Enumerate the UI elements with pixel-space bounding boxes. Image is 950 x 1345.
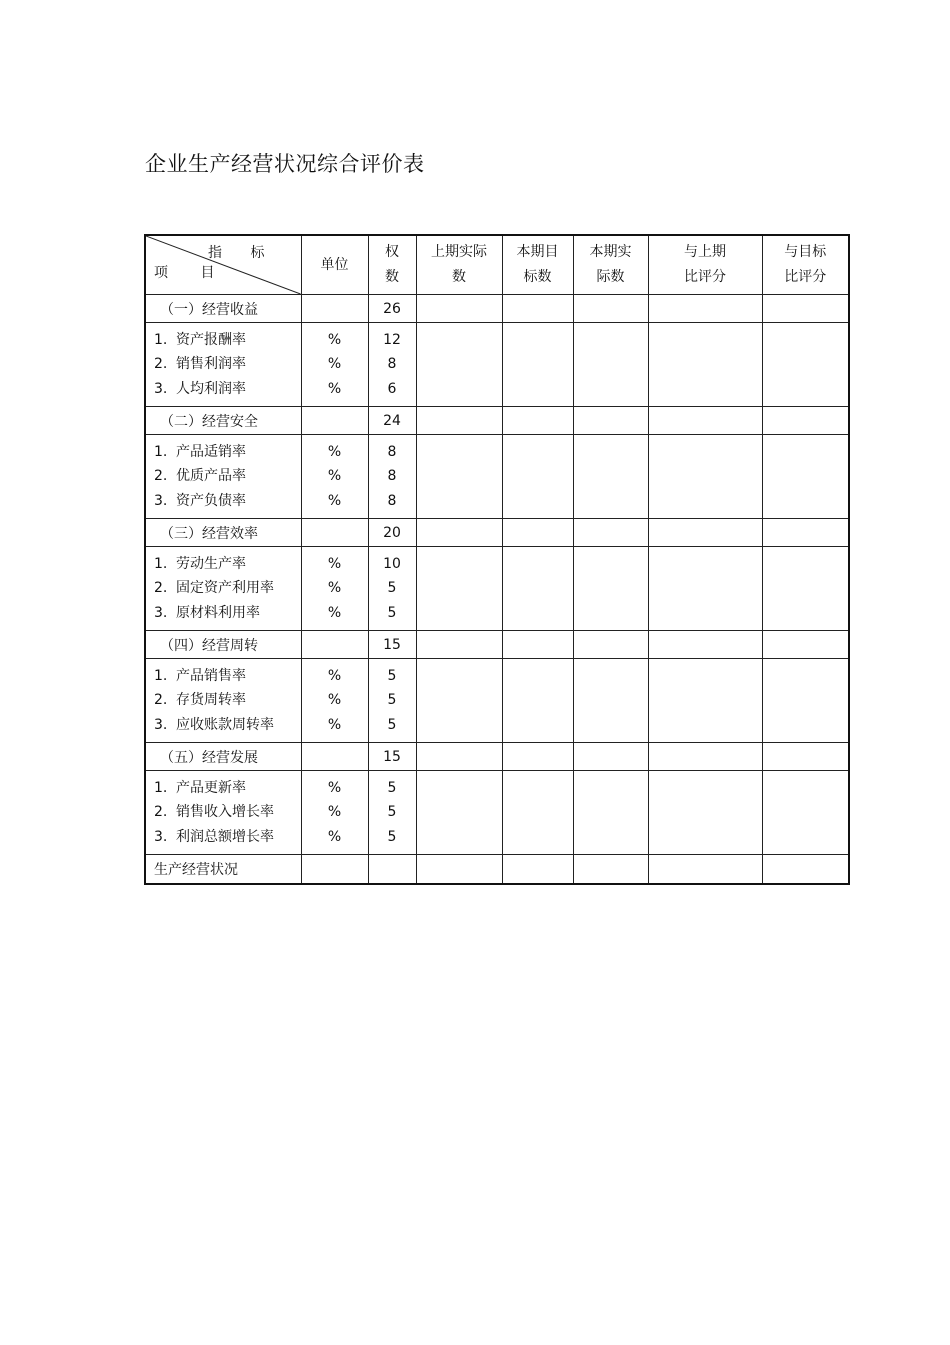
indicator-name: 资产负债率: [176, 492, 246, 509]
section-weight: 26: [368, 295, 416, 323]
item-units-cell: [301, 323, 368, 407]
section-weight: 15: [368, 631, 416, 659]
section-empty-cell: [648, 519, 762, 547]
item-empty-cell: [648, 771, 762, 855]
indicator-number: 2.: [154, 804, 168, 821]
indicator-weight: 5: [387, 604, 397, 621]
indicator-unit: %: [327, 555, 342, 572]
section-empty-cell: [416, 407, 502, 435]
item-empty-cell: [762, 771, 849, 855]
item-empty-cell: [573, 659, 648, 743]
indicator-name: 存货周转率: [176, 692, 246, 709]
indicator-number: 3.: [154, 380, 168, 397]
indicator-weight: 8: [387, 468, 397, 485]
item-weights-cell: [368, 547, 416, 631]
section-unit-cell: [301, 743, 368, 771]
indicator-item: [154, 464, 301, 489]
section-name: （三）经营效率: [145, 519, 301, 547]
item-group-row: [145, 323, 849, 407]
indicator-unit: %: [327, 716, 342, 733]
section-empty-cell: [573, 295, 648, 323]
indicator-unit: %: [327, 380, 342, 397]
indicator-weight: 5: [387, 580, 397, 597]
item-group-row: [145, 659, 849, 743]
section-empty-cell: [416, 295, 502, 323]
indicator-name: 产品更新率: [176, 779, 246, 796]
section-empty-cell: [416, 631, 502, 659]
indicator-number: 3.: [154, 716, 168, 733]
section-row: [145, 295, 849, 323]
indicator-weight: 12: [383, 331, 401, 348]
item-empty-cell: [573, 323, 648, 407]
item-weights-cell: [368, 771, 416, 855]
indicator-number: 3.: [154, 492, 168, 509]
indicator-name: 产品适销率: [176, 443, 246, 460]
indicator-name: 利润总额增长率: [176, 828, 274, 845]
indicator-weight: 5: [387, 828, 397, 845]
prev-actual-header: 上期实际 数: [416, 235, 502, 295]
section-unit-cell: [301, 295, 368, 323]
header-row: [145, 235, 849, 295]
item-empty-cell: [573, 547, 648, 631]
summary-empty-cell: [502, 855, 573, 885]
item-empty-cell: [416, 771, 502, 855]
item-empty-cell: [502, 771, 573, 855]
indicator-unit: %: [327, 828, 342, 845]
indicator-number: 1.: [154, 667, 168, 684]
indicator-weight: 10: [383, 555, 401, 572]
indicator-unit: %: [327, 604, 342, 621]
indicator-number: 1.: [154, 555, 168, 572]
section-row: [145, 743, 849, 771]
indicator-number: 1.: [154, 779, 168, 796]
summary-empty-cell: [573, 855, 648, 885]
indicator-name: 产品销售率: [176, 667, 246, 684]
summary-empty-cell: [368, 855, 416, 885]
section-name: （四）经营周转: [145, 631, 301, 659]
section-row: [145, 519, 849, 547]
item-empty-cell: [648, 659, 762, 743]
indicator-unit: %: [327, 468, 342, 485]
indicator-item: [154, 440, 301, 465]
indicator-number: 1.: [154, 331, 168, 348]
indicator-name: 销售利润率: [176, 356, 246, 373]
indicator-unit: %: [327, 580, 342, 597]
vs-target-header: 与目标 比评分: [762, 235, 849, 295]
item-empty-cell: [502, 323, 573, 407]
indicator-weight: 5: [387, 667, 397, 684]
section-weight: 15: [368, 743, 416, 771]
section-unit-cell: [301, 407, 368, 435]
section-empty-cell: [416, 519, 502, 547]
item-empty-cell: [648, 547, 762, 631]
summary-empty-cell: [301, 855, 368, 885]
section-name: （一）经营收益: [145, 295, 301, 323]
vs-previous-header: 与上期 比评分: [648, 235, 762, 295]
item-group-row: [145, 771, 849, 855]
indicator-item: [154, 328, 301, 353]
indicator-name: 劳动生产率: [176, 555, 246, 572]
indicator-unit: %: [327, 692, 342, 709]
indicator-name: 资产报酬率: [176, 331, 246, 348]
item-units-cell: [301, 659, 368, 743]
indicator-unit: %: [327, 356, 342, 373]
item-empty-cell: [762, 323, 849, 407]
indicator-number: 3.: [154, 828, 168, 845]
indicator-item: [154, 377, 301, 402]
item-empty-cell: [502, 435, 573, 519]
item-names-cell: [145, 659, 301, 743]
summary-empty-cell: [648, 855, 762, 885]
item-weights-cell: [368, 323, 416, 407]
indicator-weight: 8: [387, 492, 397, 509]
indicator-number: 3.: [154, 604, 168, 621]
unit-header: 单位: [301, 235, 368, 295]
evaluation-table: [144, 234, 850, 885]
indicator-item: [154, 576, 301, 601]
section-empty-cell: [762, 407, 849, 435]
summary-label: 生产经营状况: [145, 855, 301, 885]
item-group-row: [145, 435, 849, 519]
item-names-cell: [145, 435, 301, 519]
item-units-cell: [301, 771, 368, 855]
summary-empty-cell: [762, 855, 849, 885]
item-empty-cell: [648, 323, 762, 407]
weight-header: 权 数: [368, 235, 416, 295]
indicator-weight: 5: [387, 804, 397, 821]
item-units-cell: [301, 547, 368, 631]
item-weights-cell: [368, 659, 416, 743]
indicator-item: [154, 664, 301, 689]
diagonal-header-cell: [145, 235, 301, 295]
item-names-cell: [145, 547, 301, 631]
item-empty-cell: [648, 435, 762, 519]
section-empty-cell: [573, 407, 648, 435]
section-empty-cell: [762, 631, 849, 659]
section-empty-cell: [502, 295, 573, 323]
item-names-cell: [145, 771, 301, 855]
section-empty-cell: [762, 519, 849, 547]
item-empty-cell: [502, 659, 573, 743]
item-empty-cell: [762, 435, 849, 519]
indicator-item: [154, 552, 301, 577]
indicator-unit: %: [327, 443, 342, 460]
item-weights-cell: [368, 435, 416, 519]
current-target-header: 本期目 标数: [502, 235, 573, 295]
indicator-number: 2.: [154, 468, 168, 485]
indicator-weight: 6: [387, 380, 397, 397]
summary-row: [145, 855, 849, 885]
current-actual-header: 本期实 际数: [573, 235, 648, 295]
indicator-name: 销售收入增长率: [176, 804, 274, 821]
section-empty-cell: [762, 295, 849, 323]
indicator-number: 1.: [154, 443, 168, 460]
section-empty-cell: [502, 407, 573, 435]
indicator-weight: 5: [387, 779, 397, 796]
item-group-row: [145, 547, 849, 631]
item-empty-cell: [573, 771, 648, 855]
index-label: 指 标: [208, 245, 277, 261]
indicator-name: 原材料利用率: [176, 604, 260, 621]
indicator-unit: %: [327, 667, 342, 684]
indicator-weight: 5: [387, 692, 397, 709]
indicator-name: 固定资产利用率: [176, 580, 274, 597]
section-empty-cell: [648, 631, 762, 659]
section-name: （五）经营发展: [145, 743, 301, 771]
item-empty-cell: [762, 547, 849, 631]
item-names-cell: [145, 323, 301, 407]
indicator-item: [154, 825, 301, 850]
item-empty-cell: [416, 659, 502, 743]
item-units-cell: [301, 435, 368, 519]
section-empty-cell: [502, 743, 573, 771]
indicator-name: 人均利润率: [176, 380, 246, 397]
indicator-number: 2.: [154, 692, 168, 709]
section-empty-cell: [648, 743, 762, 771]
section-row: [145, 631, 849, 659]
section-empty-cell: [762, 743, 849, 771]
item-empty-cell: [573, 435, 648, 519]
section-empty-cell: [648, 295, 762, 323]
item-empty-cell: [416, 435, 502, 519]
section-empty-cell: [648, 407, 762, 435]
item-label: 项 目: [154, 265, 229, 281]
section-empty-cell: [573, 519, 648, 547]
indicator-item: [154, 713, 301, 738]
indicator-number: 2.: [154, 356, 168, 373]
indicator-weight: 8: [387, 356, 397, 373]
item-empty-cell: [416, 547, 502, 631]
section-unit-cell: [301, 519, 368, 547]
indicator-unit: %: [327, 331, 342, 348]
section-name: （二）经营安全: [145, 407, 301, 435]
section-empty-cell: [416, 743, 502, 771]
indicator-item: [154, 776, 301, 801]
section-empty-cell: [573, 743, 648, 771]
section-unit-cell: [301, 631, 368, 659]
indicator-name: 应收账款周转率: [176, 716, 274, 733]
summary-empty-cell: [416, 855, 502, 885]
indicator-item: [154, 601, 301, 626]
section-row: [145, 407, 849, 435]
item-empty-cell: [416, 323, 502, 407]
section-weight: 24: [368, 407, 416, 435]
section-empty-cell: [502, 519, 573, 547]
indicator-weight: 5: [387, 716, 397, 733]
indicator-item: [154, 489, 301, 514]
indicator-item: [154, 800, 301, 825]
item-empty-cell: [502, 547, 573, 631]
indicator-item: [154, 352, 301, 377]
indicator-unit: %: [327, 804, 342, 821]
indicator-name: 优质产品率: [176, 468, 246, 485]
indicator-weight: 8: [387, 443, 397, 460]
page-title: 企业生产经营状况综合评价表: [145, 152, 425, 176]
indicator-unit: %: [327, 492, 342, 509]
item-empty-cell: [762, 659, 849, 743]
indicator-number: 2.: [154, 580, 168, 597]
indicator-item: [154, 688, 301, 713]
section-empty-cell: [502, 631, 573, 659]
indicator-unit: %: [327, 779, 342, 796]
section-empty-cell: [573, 631, 648, 659]
section-weight: 20: [368, 519, 416, 547]
